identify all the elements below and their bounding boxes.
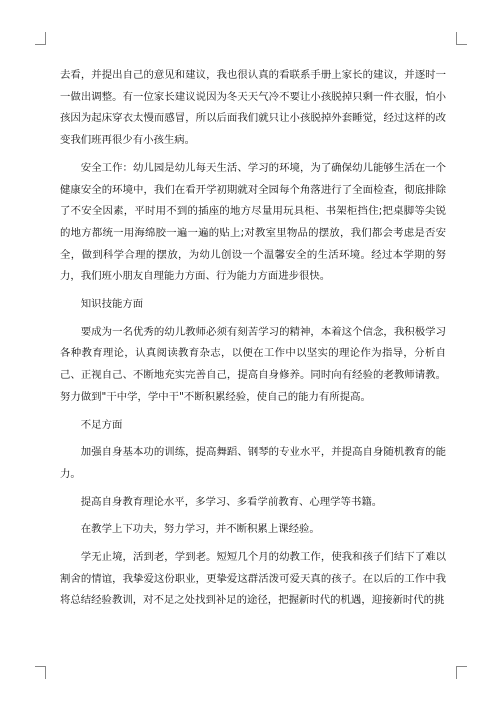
paragraph-safety-work: 安全工作：幼儿园是幼儿每天生活、学习的环境，为了确保幼儿能够生活在一个健康安全的环境中，我们在看开学初期就对全园每个角落进行了全面检查，彻底排除了不安全因素，平时用不到的插座的地方尽量用玩具柜、书架柜挡住;把桌脚等尖锐的地方都统一用海绵胶一遍一遍的贴上;对教室里物品的摆放，我们都会考虑是否安全，做到科学合理的摆放，为幼儿创设一个温馨安全的生活环境。经过本学期的努力，我们班小朋友自理能力方面、行为能力方面进步很快。	[60, 161, 446, 283]
section-heading-shortcomings: 不足方面	[80, 418, 123, 431]
paragraph-conclusion: 学无止境，活到老，学到老。短短几个月的幼教工作，使我和孩子们结下了难以割舍的情谊，我挚爱这份职业，更挚爱这群活泼可爱天真的孩子。在以后的工作中我将总结经验教训，对不足之处找到补足的途径，把握新时代的机遇，迎接新时代的挑	[60, 551, 446, 607]
corner-crop-mark-top-left	[35, 32, 46, 45]
paragraph-parent-feedback: 去看，并提出自己的意见和建议，我也很认真的看联系手册上家长的建议，并逐时一一做出调整。有一位家长建议说因为冬天天气冷不要让小孩脱掉只剩一件衣服，怕小孩因为起床穿衣太慢而感冒，所以后面我们就只让小孩脱掉外套睡觉，经过这样的改变我们班再很少有小孩生病。	[60, 69, 446, 147]
section-heading-knowledge-skills: 知识技能方面	[80, 298, 144, 311]
corner-crop-mark-bottom-right	[456, 666, 467, 679]
paragraph-teaching-effort: 在教学上下功夫，努力学习，并不断积累上课经验。	[80, 523, 320, 536]
paragraph-improve-theory: 提高自身教育理论水平，多学习、多看学前教育、心理学等书籍。	[80, 495, 383, 508]
corner-crop-mark-top-right	[456, 32, 467, 45]
document-body	[60, 65, 446, 618]
paragraph-improve-basic-skills: 加强自身基本功的训练，提高舞蹈、钢琴的专业水平，并提高自身随机教育的能力。	[60, 446, 446, 480]
paragraph-knowledge-skills: 要成为一名优秀的幼儿教师必须有刻苦学习的精神，本着这个信念，我积极学习各种教育理论，认真阅读教育杂志，以便在工作中以坚实的理论作为指导，分析自己、正视自己、不断地充实完善自己，提高自身修养。同时向有经验的老教师请教。努力做到"干中学，学中干"不断积累经验，使自己的能力有所提高。	[60, 325, 446, 403]
corner-crop-mark-bottom-left	[35, 666, 46, 679]
